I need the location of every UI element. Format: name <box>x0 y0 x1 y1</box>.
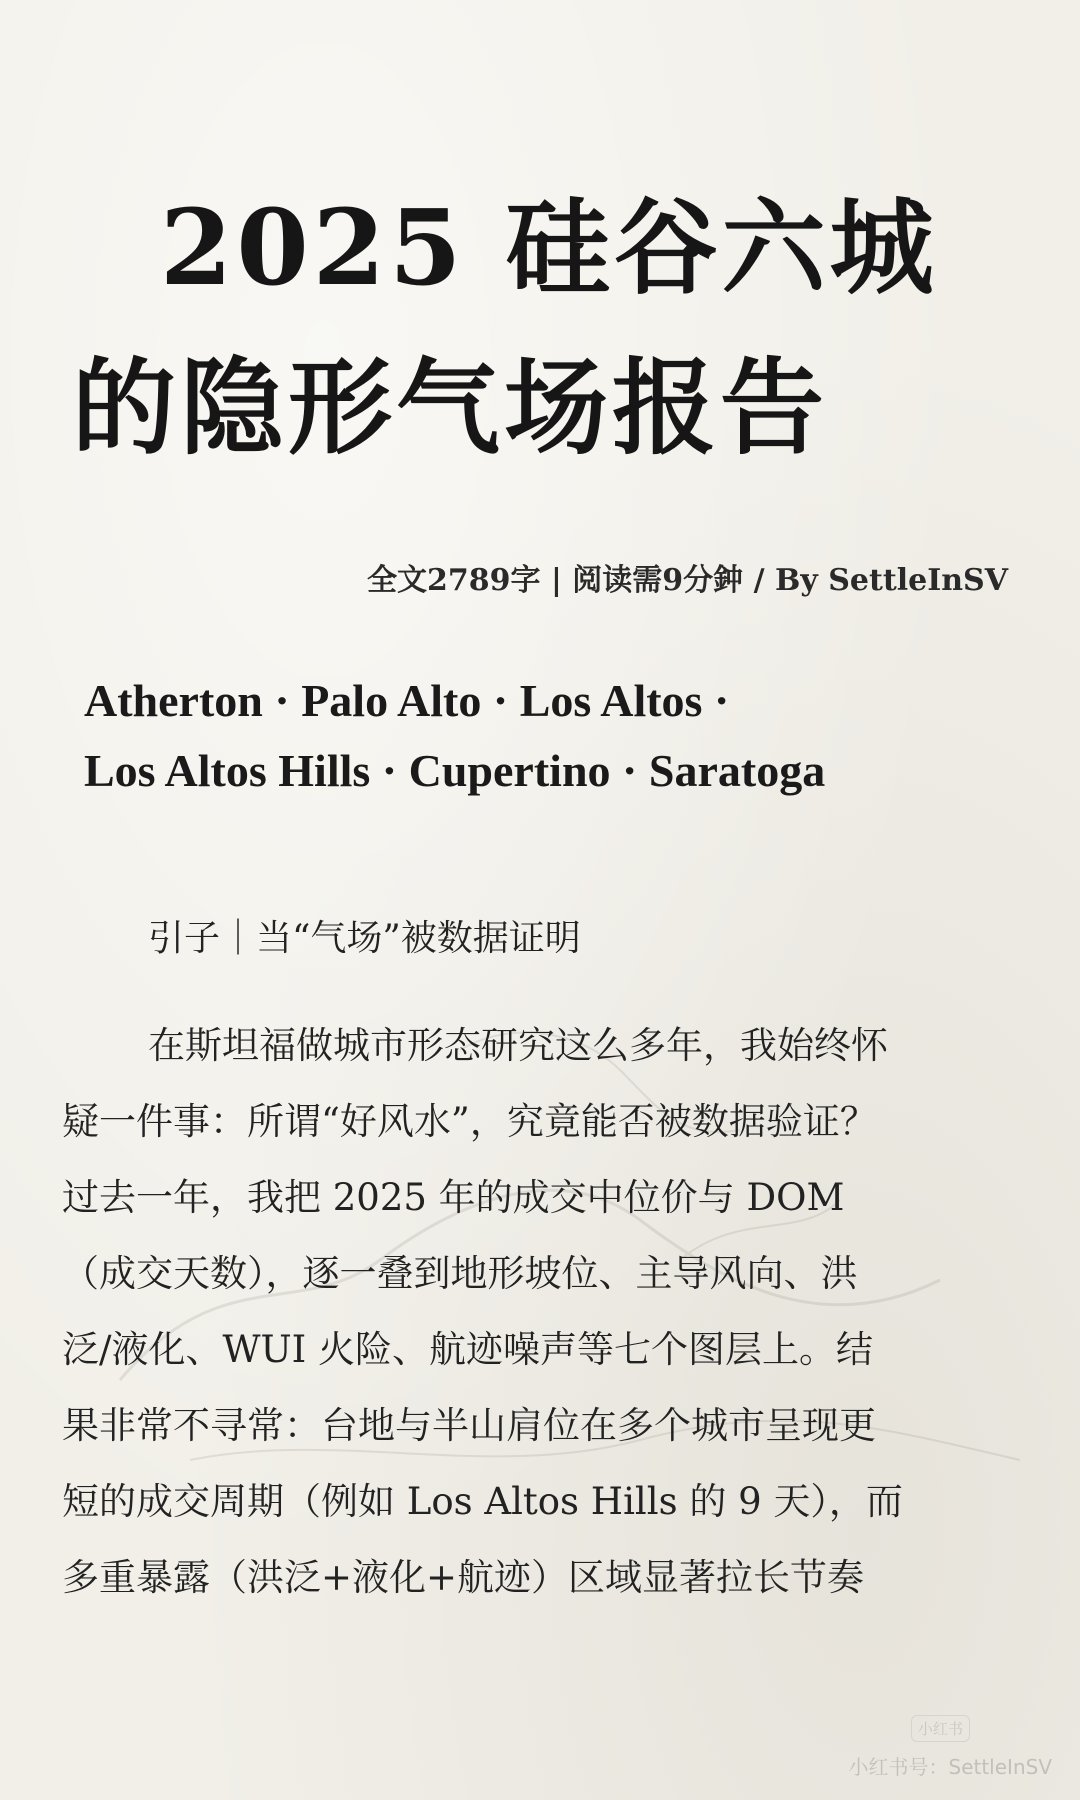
page-title <box>72 168 1012 488</box>
body-line: 疑一件事：所谓“好风水”，究竟能否被数据验证？ <box>62 1100 877 1143</box>
byline-meta: 全文2789字 | 阅读需9分鈡 / By SettleInSV <box>367 563 1008 598</box>
city-list <box>84 666 1024 806</box>
title-line-1: 2025 硅谷六城 <box>160 186 938 309</box>
body-line: 多重暴露（洪泛+液化+航迹）区域显著拉长节奏 <box>62 1556 865 1599</box>
body-line: （成交天数），逐一叠到地形坡位、主导风向、洪 <box>62 1252 858 1295</box>
watermark-text: 小红书号：SettleInSV <box>848 1755 1052 1779</box>
body-line: 泛/液化、WUI 火险、航迹噪声等七个图层上。结 <box>62 1328 874 1371</box>
section-heading: 引子｜当“气场”被数据证明 <box>148 918 581 959</box>
body-paragraph <box>62 1008 1022 1616</box>
body-line: 果非常不寻常：台地与半山肩位在多个城市呈现更 <box>62 1404 876 1447</box>
body-line: 在斯坦福做城市形态研究这么多年，我始终怀 <box>148 1024 888 1067</box>
city-list-line-2: Los Altos Hills · Cupertino · Saratoga <box>84 745 826 796</box>
title-line-2: 的隐形气场报告 <box>72 346 829 469</box>
city-list-line-1: Atherton · Palo Alto · Los Altos · <box>84 675 730 726</box>
watermark-logo: 小红书 <box>911 1715 970 1742</box>
body-line: 短的成交周期（例如 Los Altos Hills 的 9 天），而 <box>62 1480 903 1523</box>
body-line: 过去一年，我把 2025 年的成交中位价与 DOM <box>62 1176 845 1219</box>
